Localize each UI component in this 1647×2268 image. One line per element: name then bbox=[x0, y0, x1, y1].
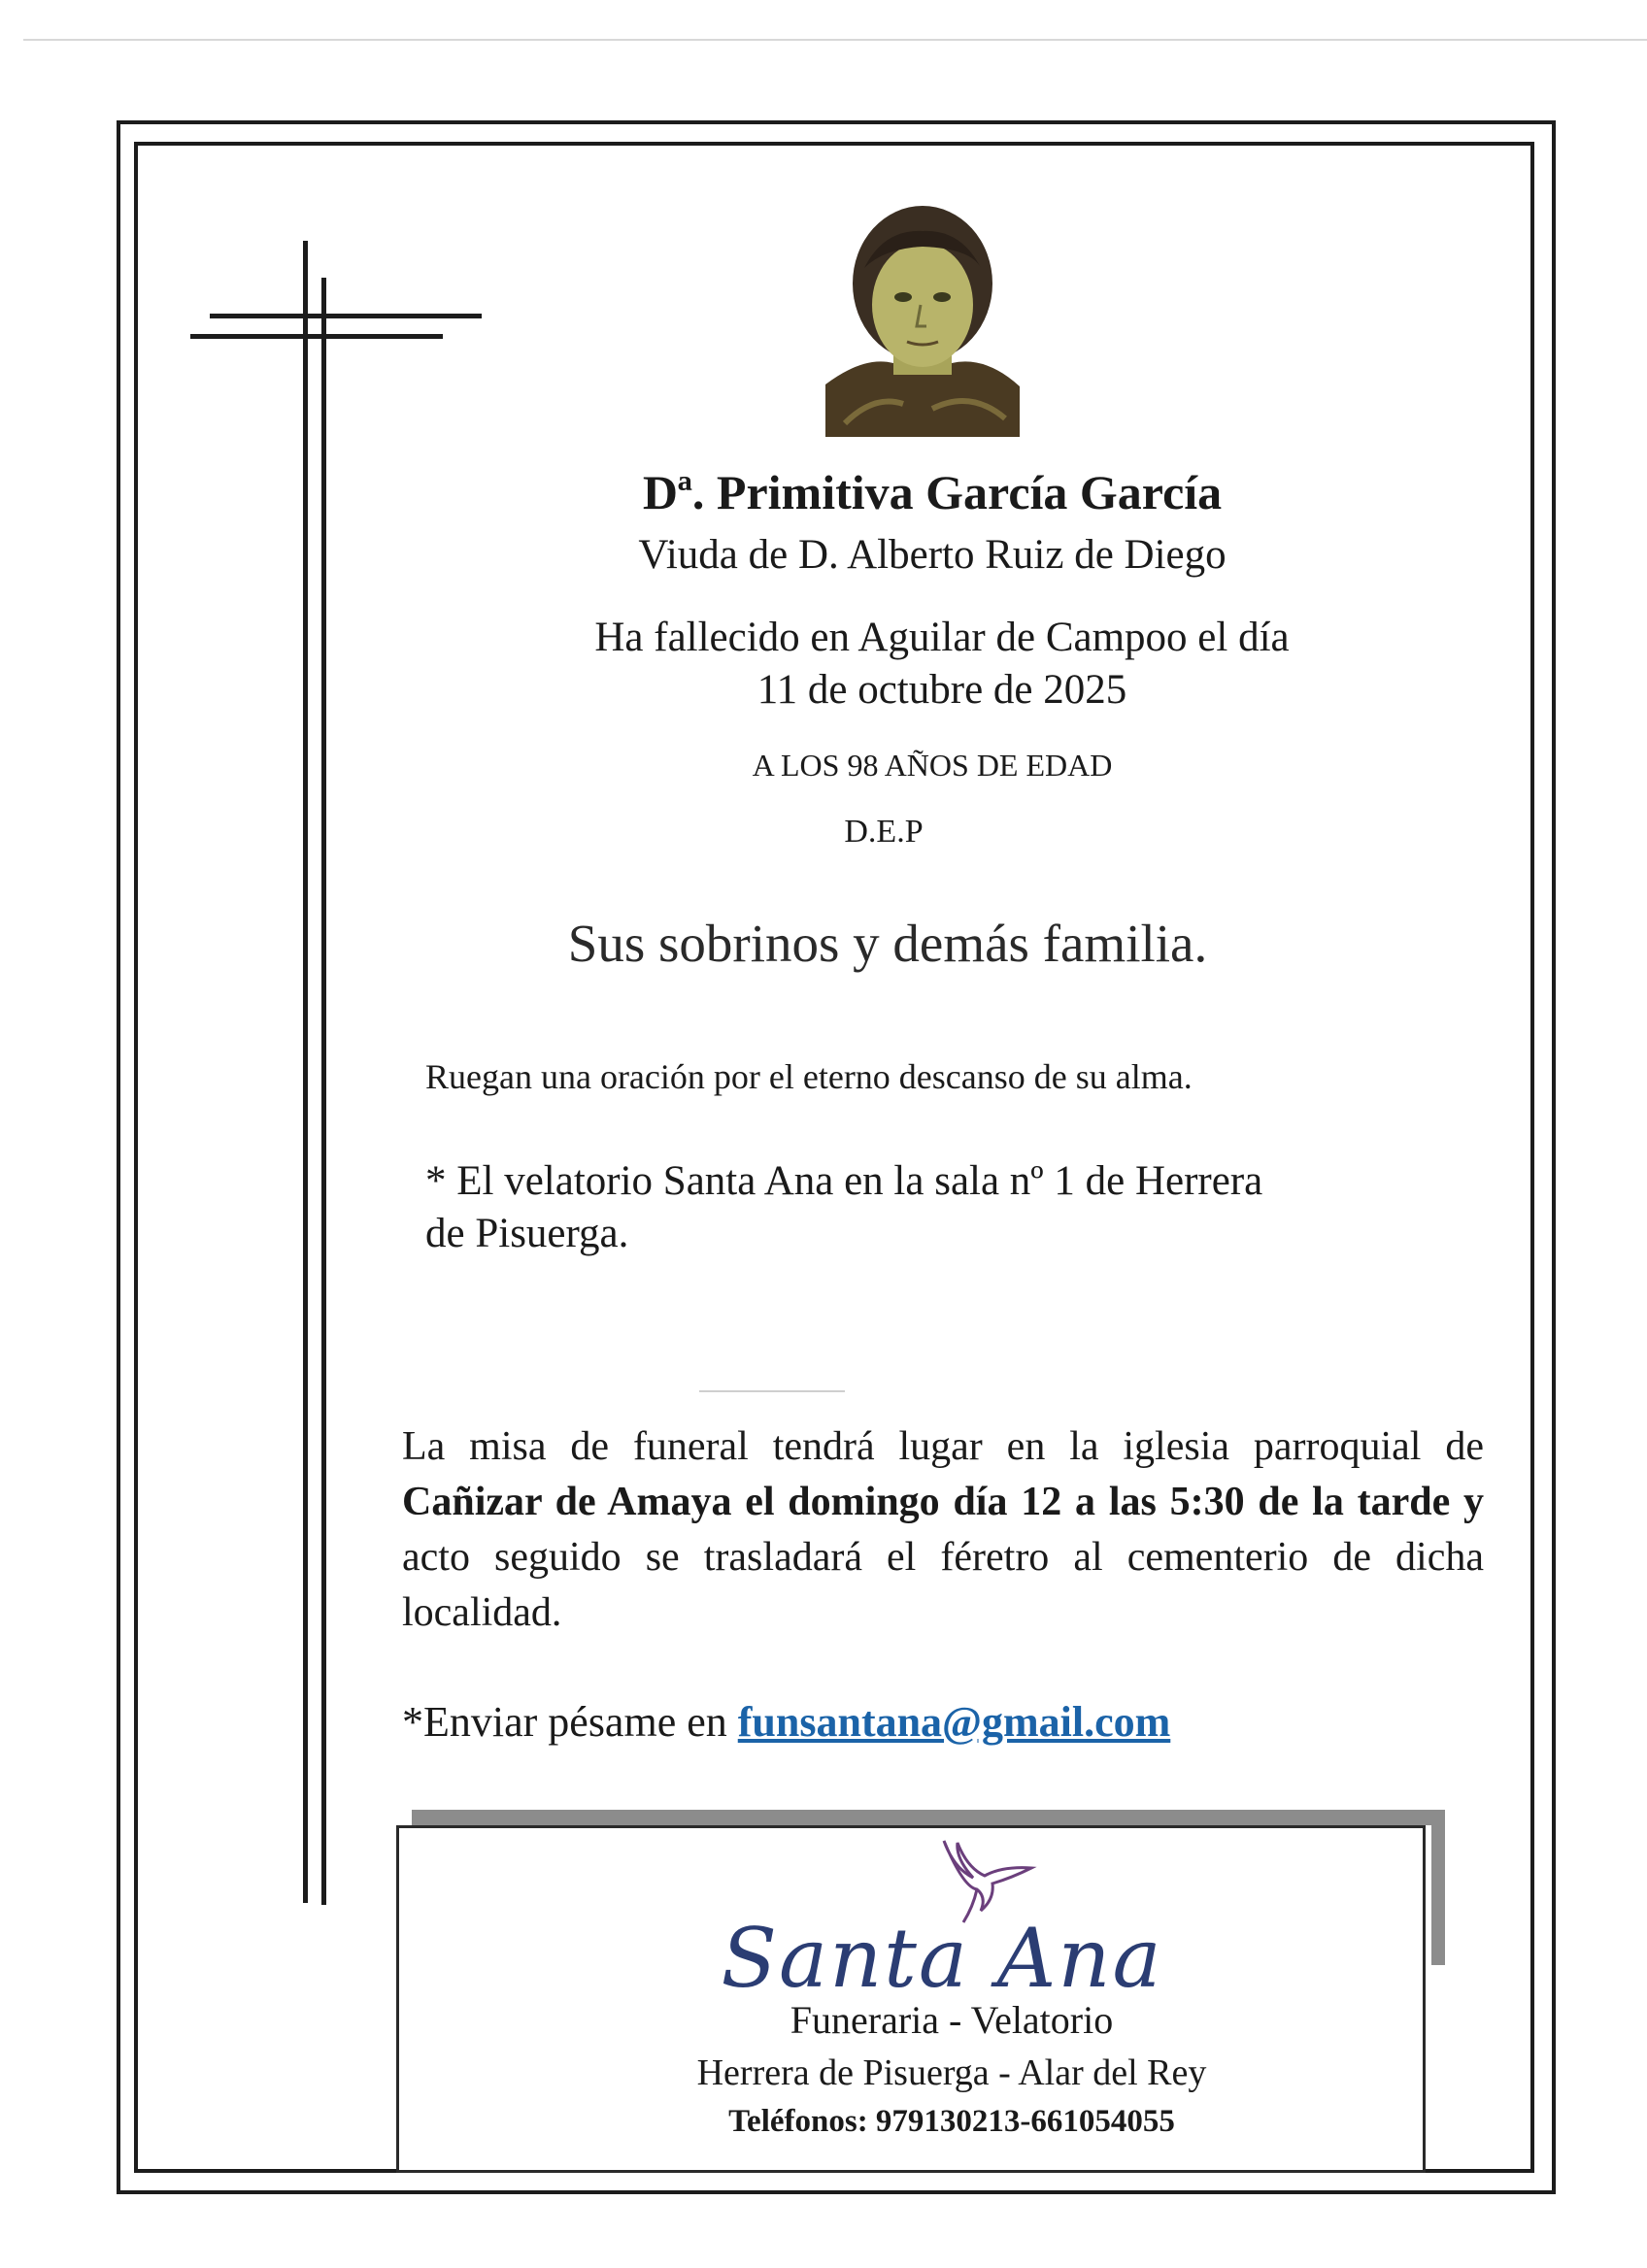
deceased-name: Dª. Primitiva García García bbox=[642, 465, 1223, 519]
rip-line: D.E.P bbox=[844, 814, 924, 850]
wake-line-1: * El velatorio Santa Ana en la sala nº 1 de Herrera bbox=[425, 1158, 1263, 1204]
wake-notice bbox=[425, 1155, 1494, 1260]
age-line: A LOS 98 AÑOS DE EDAD bbox=[752, 748, 1113, 783]
funeral-text-2: acto seguido se trasladará el féretro al cementerio de dicha localidad. bbox=[402, 1535, 1484, 1635]
family-line: Sus sobrinos y demás familia. bbox=[567, 914, 1208, 973]
death-notice bbox=[456, 612, 1428, 717]
deceased-photo bbox=[825, 200, 1020, 437]
condolences-email-link[interactable]: funsantana@gmail.com bbox=[737, 1698, 1171, 1746]
widow-of: Viuda de D. Alberto Ruiz de Diego bbox=[638, 532, 1227, 578]
wake-line-2: de Pisuerga. bbox=[425, 1211, 629, 1256]
condolences-line bbox=[402, 1697, 1470, 1747]
funeral-mass-notice bbox=[402, 1419, 1484, 1641]
death-date-line: 11 de octubre de 2025 bbox=[756, 667, 1127, 713]
box-shadow-right bbox=[1431, 1810, 1445, 1965]
funeral-home-phones: Teléfonos: 979130213-661054055 bbox=[728, 2104, 1175, 2139]
funeral-home-tagline: Funeraria - Velatorio bbox=[790, 1998, 1114, 2042]
funeral-place-time: Cañizar de Amaya el domingo día 12 a las 5:30 de la tarde y bbox=[402, 1480, 1484, 1524]
box-shadow-top bbox=[412, 1810, 1445, 1825]
scan-top-line bbox=[23, 39, 1647, 41]
prayer-line: Ruegan una oración por el eterno descanso de su alma. bbox=[425, 1057, 1193, 1096]
funeral-home-brand: Santa Ana bbox=[721, 1911, 1163, 2006]
funeral-text-1: La misa de funeral tendrá lugar en la iglesia parroquial de bbox=[402, 1424, 1484, 1469]
death-place-line: Ha fallecido en Aguilar de Campoo el día bbox=[594, 615, 1290, 660]
faint-separator bbox=[699, 1390, 845, 1392]
condolences-prefix: *Enviar pésame en bbox=[402, 1698, 738, 1746]
funeral-home-locations: Herrera de Pisuerga - Alar del Rey bbox=[696, 2052, 1207, 2093]
